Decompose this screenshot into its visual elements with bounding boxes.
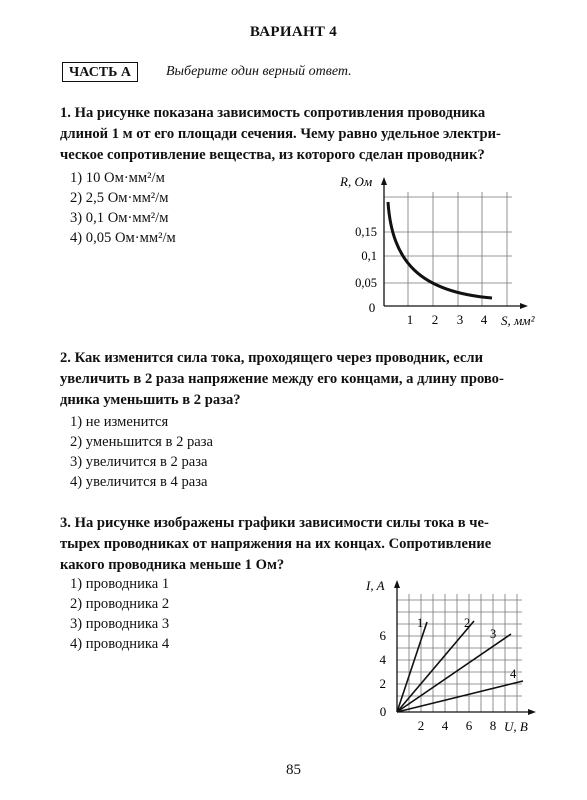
graph-2-xtick: 8 <box>489 718 497 733</box>
resistance-area-graph <box>330 172 540 337</box>
question-3 <box>60 513 544 576</box>
page-number: 85 <box>286 762 301 778</box>
question-1-line-3: ческое сопротивление вещества, из которого сделан проводник? <box>60 147 485 163</box>
question-3-option-3[interactable]: 3) проводника 3 <box>70 616 170 632</box>
graph-1-xtick: 4 <box>480 312 488 327</box>
graph-2-ytick: 6 <box>379 628 386 643</box>
graph-2-ytick: 4 <box>379 652 386 667</box>
graph-2-line-label: 1 <box>417 616 424 630</box>
graph-1-xtick: 1 <box>406 312 414 327</box>
graph-2-xtick: 4 <box>441 718 449 733</box>
question-2-line-2: увеличить в 2 раза напряжение между его концами, а длину прово- <box>60 371 504 387</box>
question-2-options <box>70 412 213 492</box>
graph-1-ytick: 0,05 <box>355 276 377 290</box>
graph-1-ytick: 0,1 <box>361 249 377 263</box>
graph-1-xtick: 2 <box>431 312 439 327</box>
current-voltage-graph <box>350 574 550 744</box>
question-1-line-2: длиной 1 м от его площади сечения. Чему равно удельное электри- <box>60 126 501 142</box>
graph-2-line-label: 4 <box>510 667 517 681</box>
part-label: ЧАСТЬ А <box>62 62 138 82</box>
graph-1-curve <box>388 202 492 298</box>
graph-2-ylabel: I, A <box>366 578 385 593</box>
question-1-option-1[interactable]: 1) 10 Ом·мм²/м <box>70 170 165 186</box>
graph-2-ytick: 2 <box>379 676 386 691</box>
graph-1-origin: 0 <box>368 300 376 315</box>
graph-2-xlabel: U, В <box>504 719 528 734</box>
question-2-option-2[interactable]: 2) уменьшится в 2 раза <box>70 434 214 450</box>
page-title: ВАРИАНТ 4 <box>249 24 338 40</box>
question-3-option-2[interactable]: 2) проводника 2 <box>70 596 170 612</box>
question-1 <box>60 103 544 166</box>
graph-2-xtick: 2 <box>417 718 425 733</box>
graph-2-line-4 <box>397 681 523 712</box>
graph-1-ytick: 0,15 <box>355 225 377 239</box>
question-1-line-1: 1. На рисунке показана зависимость сопротивления проводника <box>60 105 486 121</box>
question-2-option-3[interactable]: 3) увеличится в 2 раза <box>70 454 208 470</box>
question-2-line-3: дника уменьшить в 2 раза? <box>60 392 241 408</box>
question-1-options <box>70 168 176 248</box>
question-1-option-2[interactable]: 2) 2,5 Ом·мм²/м <box>70 190 169 206</box>
graph-2-grid <box>397 594 522 712</box>
question-3-option-1[interactable]: 1) проводника 1 <box>70 576 170 592</box>
graph-2-line-label: 3 <box>490 627 497 641</box>
question-1-option-4[interactable]: 4) 0,05 Ом·мм²/м <box>70 230 176 246</box>
graph-1-xlabel: S, мм² <box>501 313 535 328</box>
question-2-option-4[interactable]: 4) увеличится в 4 раза <box>70 474 208 490</box>
graph-1-xtick: 3 <box>456 312 464 327</box>
question-2-line-1: 2. Как изменится сила тока, проходящего через проводник, если <box>60 350 484 366</box>
graph-1-ylabel: R, Ом <box>340 174 373 189</box>
graph-2-xtick: 6 <box>465 718 473 733</box>
question-3-options <box>70 574 169 654</box>
question-3-line-3: какого проводника меньше 1 Ом? <box>60 557 285 573</box>
part-instruction: Выберите один верный ответ. <box>166 64 352 79</box>
graph-2-origin: 0 <box>379 704 387 719</box>
graph-2-lines <box>397 621 523 712</box>
graph-2-line-label: 2 <box>464 616 471 630</box>
question-2 <box>60 348 544 411</box>
question-2-option-1[interactable]: 1) не изменится <box>70 414 169 430</box>
graph-2-line-1 <box>397 622 427 712</box>
question-3-option-4[interactable]: 4) проводника 4 <box>70 636 170 652</box>
question-3-line-2: тырех проводниках от напряжения на их концах. Сопротивление <box>60 536 492 552</box>
question-1-option-3[interactable]: 3) 0,1 Ом·мм²/м <box>70 210 169 226</box>
question-3-line-1: 3. На рисунке изображены графики зависимости силы тока в че- <box>60 515 489 531</box>
